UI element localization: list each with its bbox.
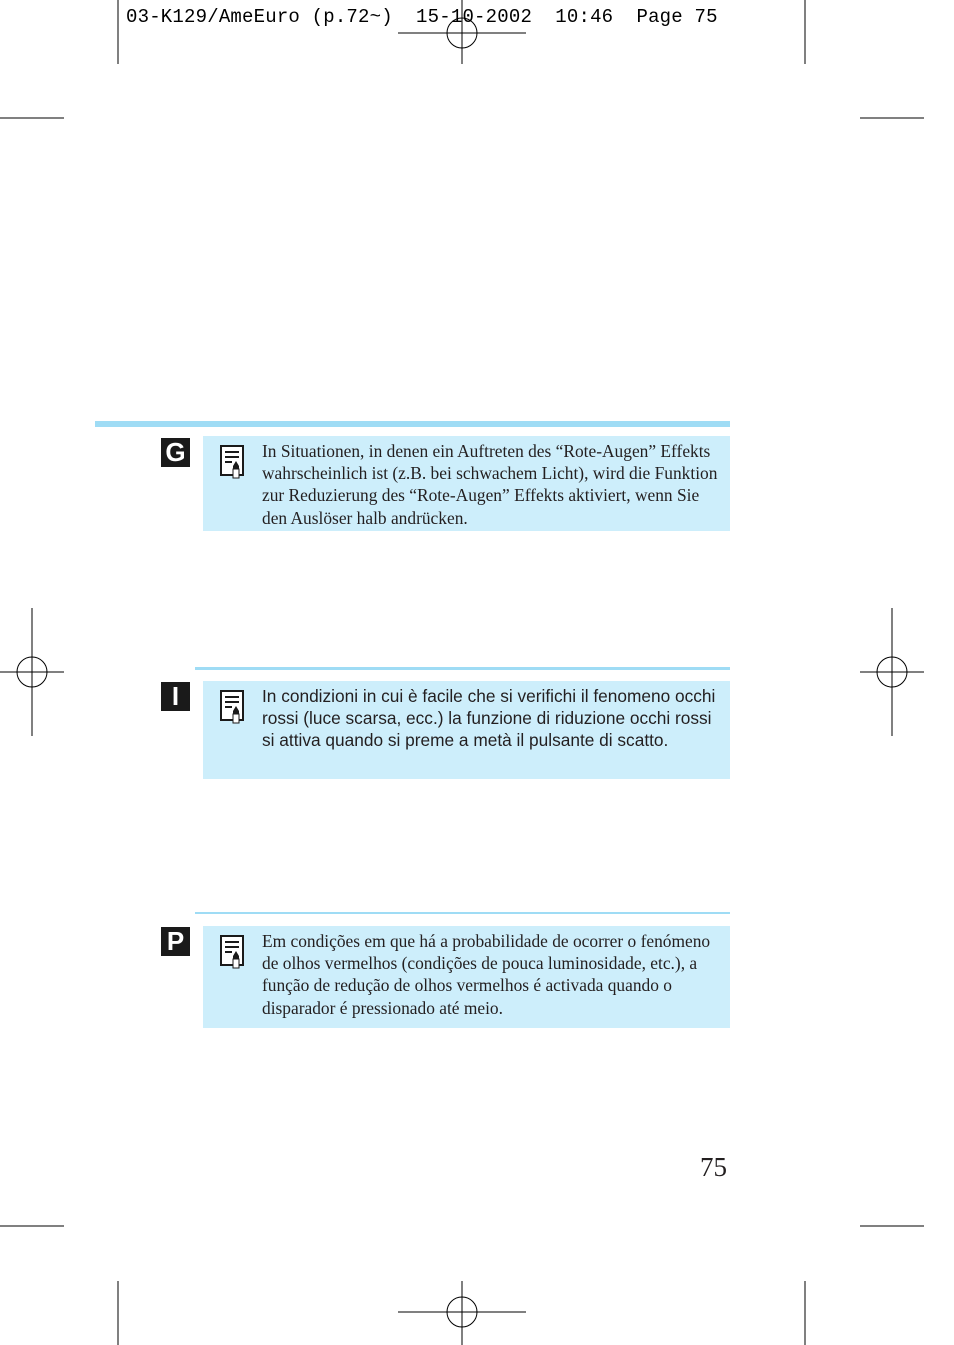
section-rule [195, 912, 730, 914]
language-tag: G [161, 438, 190, 467]
note-box [203, 926, 730, 1028]
note-pencil-icon [220, 445, 246, 479]
section-rule [195, 667, 730, 670]
language-tag: I [161, 682, 190, 711]
page-number: 75 [700, 1152, 727, 1182]
note-pencil-icon [220, 690, 246, 724]
language-tag: P [161, 927, 190, 956]
note-box [203, 681, 730, 779]
note-text: Em condições em que há a probabilidade de ocorrer o fenómeno de olhos vermelhos (condições de pouca luminosidade, etc.), a função de redução de olhos vermelhos é activada quando o disparador é pressionado até meio. [262, 931, 711, 1018]
section-rule [95, 421, 730, 427]
note-text: In condizioni in cui è facile che si verifichi il fenomeno occhi rossi (luce scarsa, ecc.) la funzione di riduzione occhi rossi si attiva quando si preme a metà il pulsante di scatto. [262, 686, 716, 751]
print-slug-line: 03-K129/AmeEuro (p.72~) 15-10-2002 10:46 Page 75 [126, 6, 718, 28]
note-text: In Situationen, in denen ein Auftreten des “Rote-Augen” Effekts wahrscheinlich ist (z.B. bei schwachem Licht), wird die Funktion zur Reduzierung des “Rote-Augen” Effekts aktiviert, wenn Sie den Auslöser halb andrücken. [262, 441, 718, 528]
note-pencil-icon [220, 935, 246, 969]
note-box [203, 436, 730, 531]
